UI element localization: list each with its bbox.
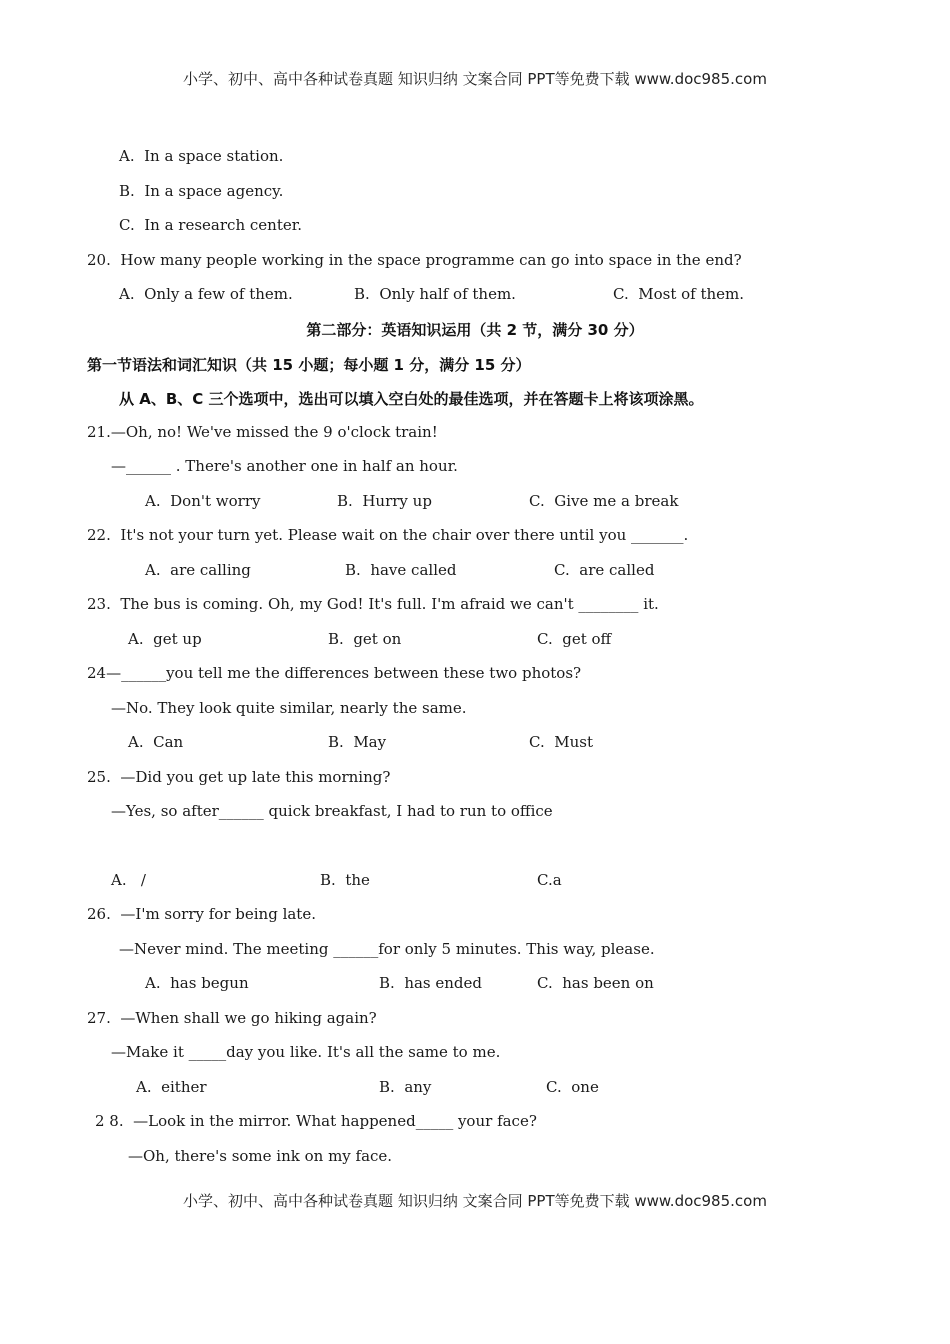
q25-option-a: A. / bbox=[111, 871, 146, 889]
page-header: 小学、初中、高中各种试卷真题 知识归纳 文案合同 PPT等免费下载 www.doc985.com bbox=[183, 70, 767, 88]
q20-option-c: C. Most of them. bbox=[613, 285, 745, 303]
q26-line2: —Never mind. The meeting ______for only 5 minutes. This way, please. bbox=[119, 940, 655, 958]
q28-line1: 2 8. —Look in the mirror. What happened_____ your face? bbox=[95, 1112, 537, 1130]
q27-option-b: B. any bbox=[379, 1078, 432, 1096]
q26-line1: 26. —I'm sorry for being late. bbox=[87, 905, 316, 923]
section1-title: 第一节语法和词汇知识（共 15 小题；每小题 1 分，满分 15 分） bbox=[87, 356, 531, 374]
q24-option-b: B. May bbox=[328, 733, 387, 751]
q19-option-a: A. In a space station. bbox=[119, 147, 284, 165]
section1-instruction: 从 A、B、C 三个选项中，选出可以填入空白处的最佳选项，并在答题卡上将该项涂黑。 bbox=[119, 390, 704, 408]
q21-line2: —______ . There's another one in half an hour. bbox=[111, 457, 458, 475]
q25-option-b: B. the bbox=[320, 871, 370, 889]
q24-option-a: A. Can bbox=[128, 733, 184, 751]
q23-option-c: C. get off bbox=[537, 630, 612, 648]
q28-line2: —Oh, there's some ink on my face. bbox=[128, 1147, 393, 1165]
q26-option-b: B. has ended bbox=[379, 974, 483, 992]
q27-option-a: A. either bbox=[136, 1078, 207, 1096]
q22-stem: 22. It's not your turn yet. Please wait on the chair over there until you _______. bbox=[87, 526, 689, 544]
q19-option-c: C. In a research center. bbox=[119, 216, 303, 234]
q19-option-b: B. In a space agency. bbox=[119, 182, 284, 200]
q20-option-b: B. Only half of them. bbox=[354, 285, 516, 303]
page-footer: 小学、初中、高中各种试卷真题 知识归纳 文案合同 PPT等免费下载 www.doc985.com bbox=[183, 1192, 767, 1210]
q21-option-a: A. Don't worry bbox=[145, 492, 261, 510]
q21-option-b: B. Hurry up bbox=[337, 492, 432, 510]
q26-option-c: C. has been on bbox=[537, 974, 654, 992]
q25-line1: 25. —Did you get up late this morning? bbox=[87, 768, 391, 786]
q25-option-c: C.a bbox=[537, 871, 562, 889]
q21-option-c: C. Give me a break bbox=[529, 492, 679, 510]
q23-stem: 23. The bus is coming. Oh, my God! It's full. I'm afraid we can't ________ it. bbox=[87, 595, 659, 613]
q27-option-c: C. one bbox=[546, 1078, 599, 1096]
q24-line2: —No. They look quite similar, nearly the same. bbox=[111, 699, 467, 717]
q24-line1: 24—______you tell me the differences between these two photos? bbox=[87, 664, 582, 682]
part2-title: 第二部分：英语知识运用（共 2 节，满分 30 分） bbox=[306, 321, 644, 339]
q26-option-a: A. has begun bbox=[145, 974, 249, 992]
q22-option-a: A. are calling bbox=[145, 561, 251, 579]
q25-line2: —Yes, so after______ quick breakfast, I had to run to office bbox=[111, 802, 553, 820]
q23-option-a: A. get up bbox=[128, 630, 202, 648]
q24-option-c: C. Must bbox=[529, 733, 593, 751]
q22-option-c: C. are called bbox=[554, 561, 655, 579]
q21-line1: 21.—Oh, no! We've missed the 9 o'clock train! bbox=[87, 423, 438, 441]
q27-line2: —Make it _____day you like. It's all the same to me. bbox=[111, 1043, 501, 1061]
q27-line1: 27. —When shall we go hiking again? bbox=[87, 1009, 377, 1027]
q23-option-b: B. get on bbox=[328, 630, 402, 648]
q20-option-a: A. Only a few of them. bbox=[119, 285, 293, 303]
q20-stem: 20. How many people working in the space programme can go into space in the end? bbox=[87, 251, 742, 269]
q22-option-b: B. have called bbox=[345, 561, 457, 579]
